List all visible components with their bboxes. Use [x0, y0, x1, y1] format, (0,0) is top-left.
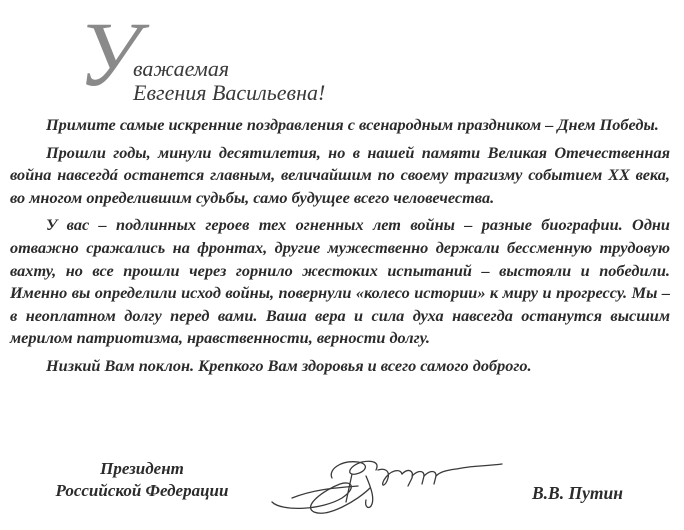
signatory-title-line1: Президент: [100, 459, 184, 478]
greeting-addressee: Евгения Васильевна!: [133, 80, 326, 105]
letter-body: [10, 114, 670, 378]
paragraph-congratulations: Примите самые искренние поздравления с всенародным праздником – Днем Победы.: [46, 115, 659, 134]
paragraph-heroes: У вас – подлинных героев тех огненных лет войны – разные биографии. Одни отважно сражались на фронтах, другие мужественно держали бессменную трудовую вахту, но все прошли через горнило жестоких испытаний – выстояли и победили. Именно вы определили исход войны, повернули «колесо истории» к миру и прогрессу. Мы – в неоплатном долгу перед вами. Ваша вера и сила духа навсегда останутся высшим мерилом патриотизма, нравственности, верности долгу.: [10, 215, 670, 348]
signatory-title: [22, 458, 262, 502]
greeting-line1: важаемая: [133, 56, 230, 81]
paragraph-memory: Прошли годы, минули десятилетия, но в нашей памяти Великая Отечественная война навсегдá останется главным, величайшим по своему трагизму событием XX века, во многом определившим судьбы, само будущее всего человечества.: [10, 142, 670, 207]
handwritten-signature: [262, 440, 512, 520]
signatory-name: В.В. Путин: [532, 483, 623, 503]
signatory-title-line2: Российской Федерации: [55, 481, 229, 500]
greeting-initial: У: [78, 3, 140, 105]
paragraph-wishes: Низкий Вам поклон. Крепкого Вам здоровья и всего самого доброго.: [46, 355, 532, 375]
